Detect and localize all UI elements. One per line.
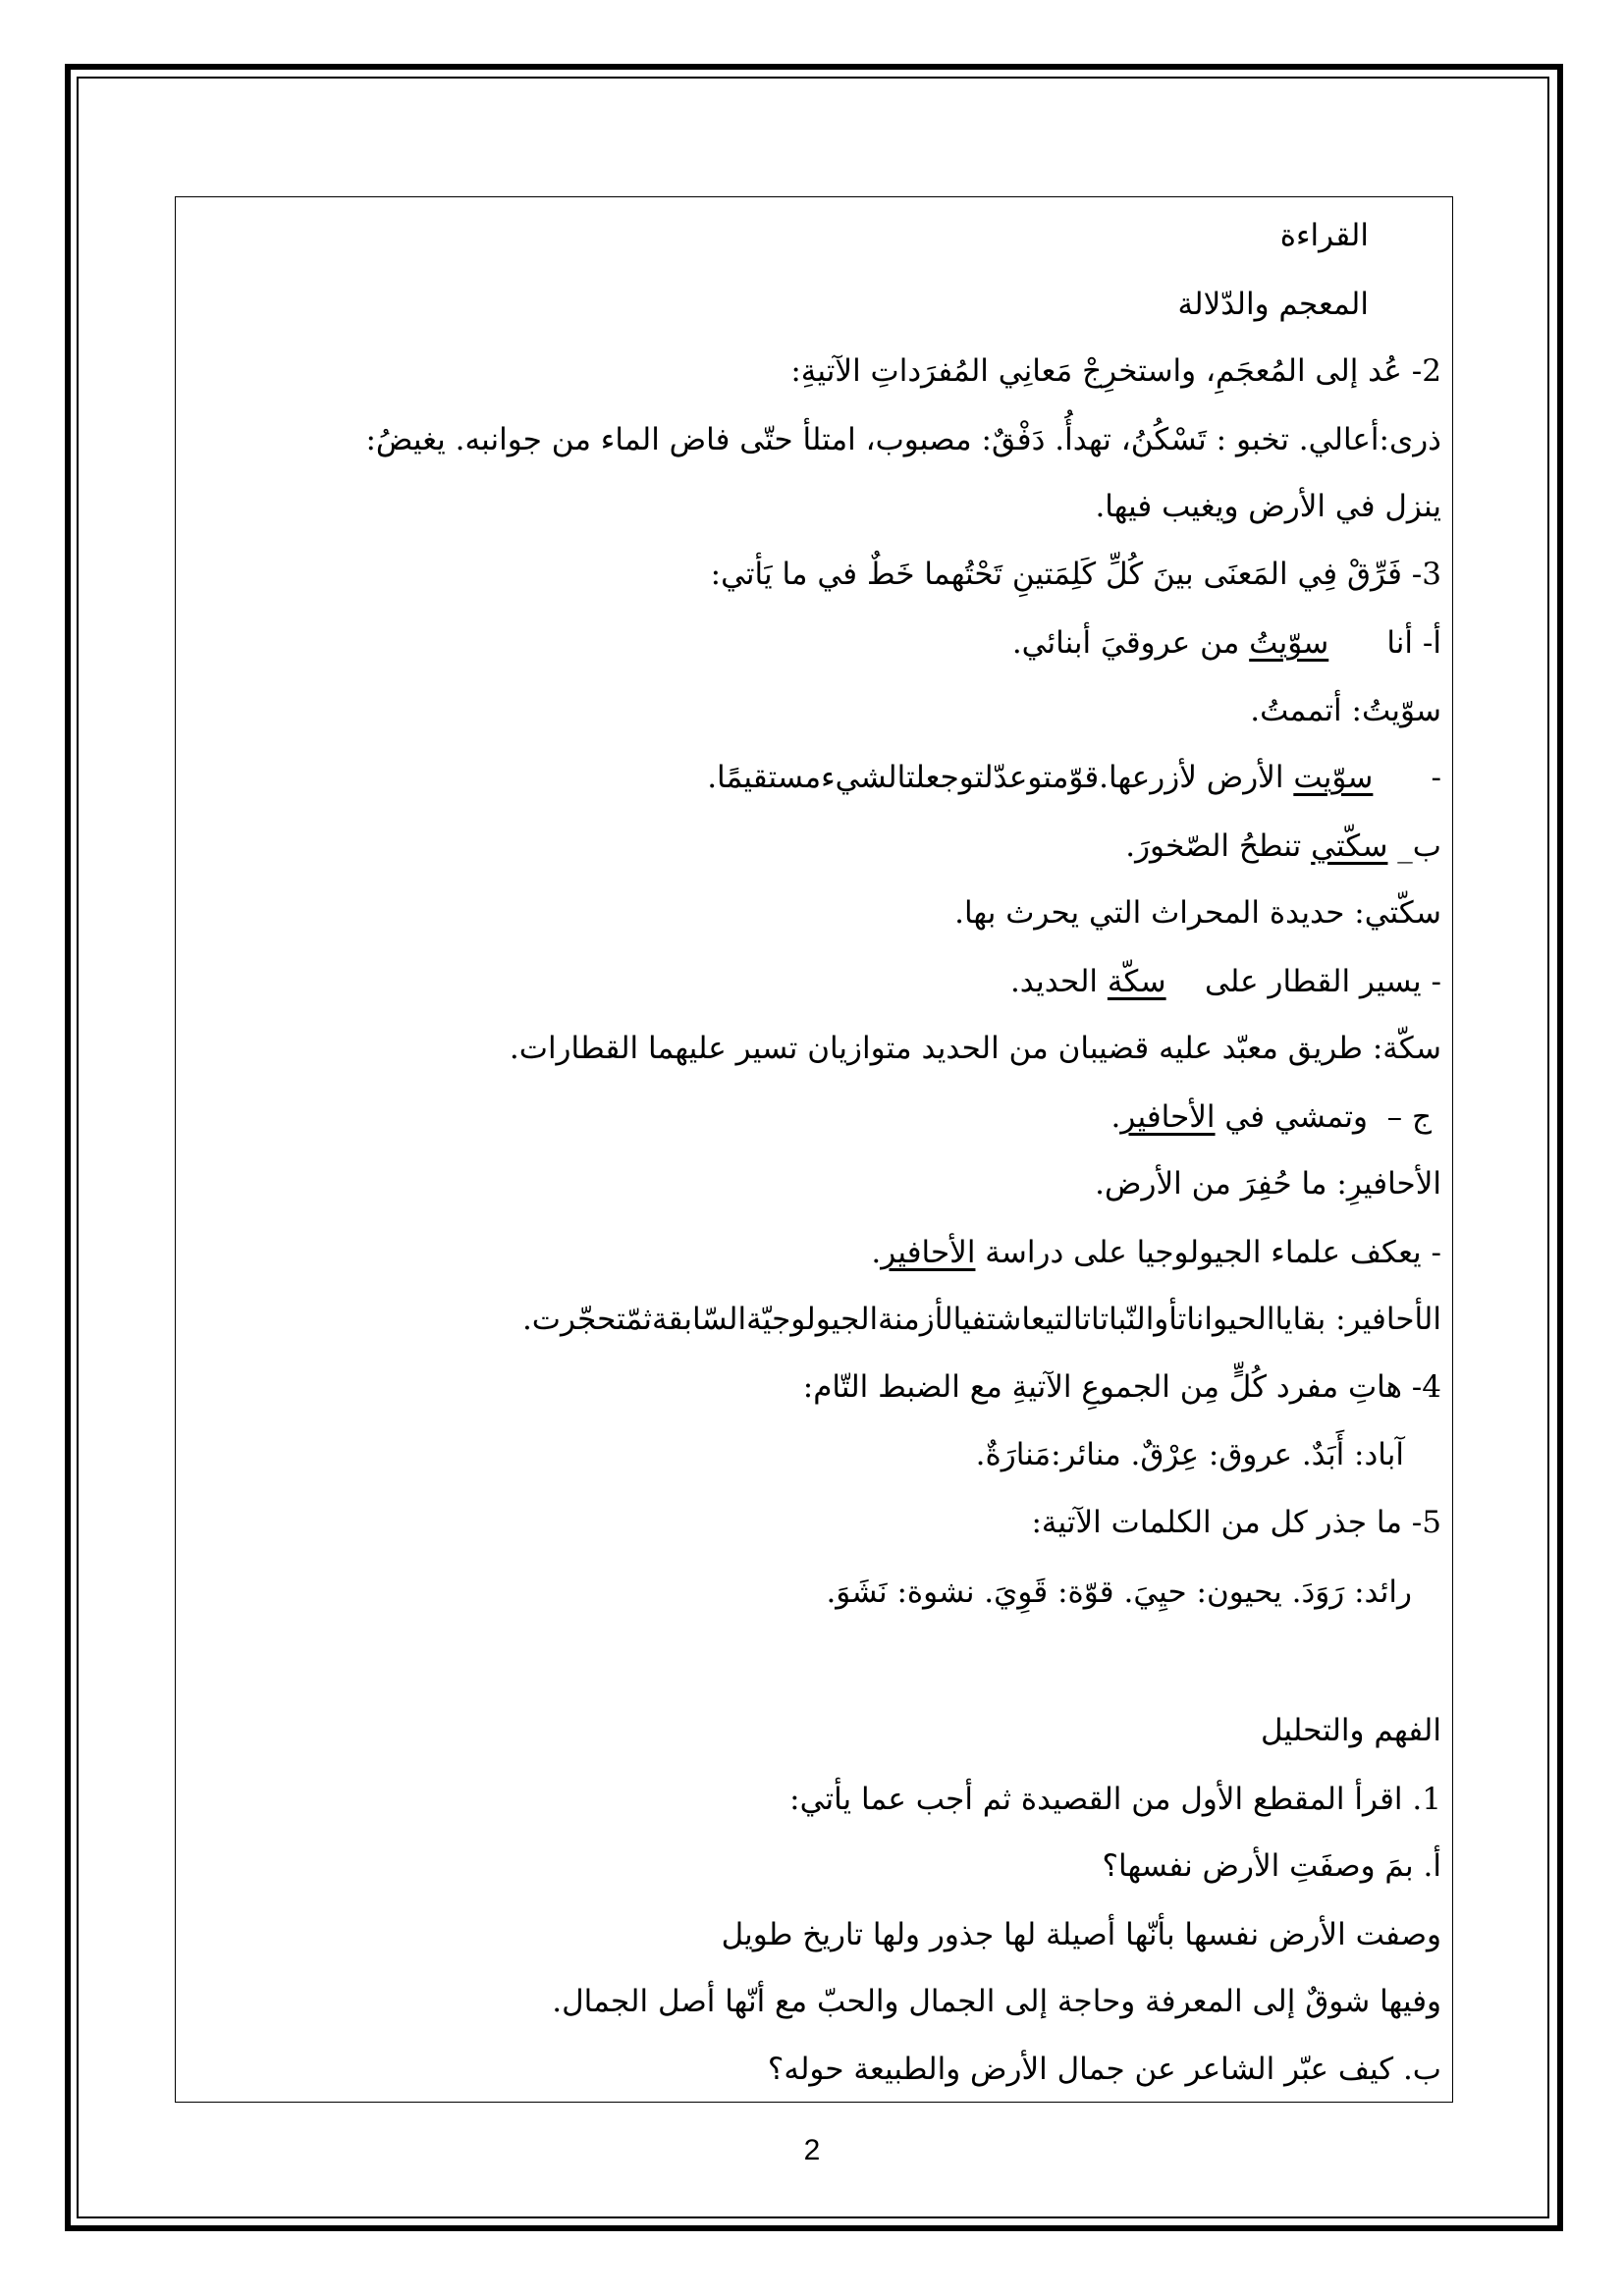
q3-item-a-rest: من عروقيَ أبنائي.	[1011, 625, 1250, 661]
q3-item-b2-rest: الحديد.	[1009, 964, 1108, 999]
q3-item-a2	[707, 758, 1441, 797]
q3-item-b-word: سكّتي	[1311, 828, 1388, 864]
comprehension-q1: 1. اقرأ المقطع الأول من القصيدة ثم أجب عما يأتي:	[789, 1782, 1441, 1817]
q3-item-c-prefix: ج – وتمشي في	[1215, 1099, 1432, 1135]
q3-item-c-rest: .	[1110, 1099, 1121, 1135]
q2-answer-line1: ذرى:أعالي. تخبو : تَسْكُنُ، تهدأُ. دَفْقٌ: مصبوب، امتلأ حتّى فاض الماء من جوانبه. يغيضُ:	[365, 422, 1441, 457]
q5-heading: 5- ما جذر كل من الكلمات الآتية:	[1031, 1505, 1441, 1540]
q3-item-c2-prefix: - يعكف علماء الجيولوجيا على دراسة	[975, 1235, 1441, 1270]
q3-item-a	[1012, 623, 1441, 663]
page-number: 2	[803, 2134, 821, 2166]
q3-item-a-prefix: أ- أنا	[1328, 625, 1441, 661]
q2-heading: 2- عُد إلى المُعجَمِ، واستخرِجْ مَعانِي المُفرَداتِ الآتيةِ:	[790, 353, 1441, 389]
q3-item-b2-prefix: - يسير القطار على	[1165, 964, 1441, 999]
q5-answer: رائد: رَوَدَ. يحيون: حيِيَ. قوّة: قَوِيَ. نشوة: نَشَوَ.	[826, 1575, 1412, 1610]
q3-item-b-prefix: ب_	[1387, 828, 1441, 864]
comprehension-qa: أ. بمَ وصفَتِ الأرض نفسها؟	[1102, 1848, 1441, 1884]
q4-answer: آباد: أَبَدٌ. عروق: عِرْقٌ. منائر:مَنارَةٌ.	[975, 1437, 1404, 1472]
q3-heading: 3- فَرِّقْ فِي المَعنَى بينَ كُلِّ كَلِمَتينِ تَحْتُهما خَطٌ في ما يَأتي:	[710, 557, 1441, 592]
q3-item-c-meaning: الأحافيرِ: ما حُفِرَ من الأرض.	[1095, 1166, 1441, 1201]
q3-item-a-word: سوّيتُ	[1249, 625, 1329, 661]
q3-item-a2-word: سوّيت	[1293, 760, 1374, 795]
q3-item-c-word: الأحافير	[1120, 1099, 1216, 1135]
section-title-reading: القراءة	[1279, 218, 1369, 253]
comprehension-answer-line2: وفيها شوقٌ إلى المعرفة وحاجة إلى الجمال والحبّ مع أنّها أصل الجمال.	[552, 1984, 1441, 2019]
q3-item-b	[1125, 827, 1441, 866]
q3-item-b2	[1010, 962, 1441, 1001]
q3-item-a2-rest: الأرض لأزرعها.قوّمتوعدّلتوجعلتالشيءمستقيمًا.	[707, 760, 1294, 795]
q3-item-c2	[871, 1233, 1441, 1272]
q2-answer-line2: ينزل في الأرض ويغيب فيها.	[1095, 489, 1441, 524]
section-title-lexicon: المعجم والدّلالة	[1177, 287, 1369, 322]
q4-heading: 4- هاتِ مفرد كُلٍّ مِن الجموعِ الآتيةِ مع الضبط التّام:	[802, 1369, 1441, 1405]
q3-item-c	[1111, 1097, 1433, 1137]
comprehension-answer-line1: وصفت الأرض نفسها بأنّها أصيلة لها جذور ولها تاريخ طويل	[721, 1917, 1441, 1952]
q3-item-a-meaning: سوّيتُ: أتممتُ.	[1250, 693, 1441, 728]
q3-item-b2-word: سكّة	[1107, 964, 1166, 999]
q3-item-c2-rest: .	[871, 1235, 882, 1270]
q3-item-c2-word: الأحافير	[881, 1235, 976, 1270]
comprehension-qb: ب. كيف عبّر الشاعر عن جمال الأرض والطبيعة حوله؟	[767, 2052, 1441, 2087]
q3-item-a2-dash: -	[1373, 760, 1441, 795]
q3-item-b-rest: تنطحُ الصّخورَ.	[1125, 828, 1312, 864]
q3-item-c2-meaning: الأحافير: بقاياالحيواناتأوالنّباتاتالتيعاشتفيالأزمنةالجيولوجيّةالسّابقةثمّتحجّرت.	[521, 1302, 1441, 1337]
q3-item-b-meaning: سكّتي: حديدة المحراث التي يحرث بها.	[954, 895, 1441, 931]
comprehension-heading: الفهم والتحليل	[1260, 1713, 1441, 1748]
q3-item-b2-meaning: سكّة: طريق معبّد عليه قضيبان من الحديد متوازيان تسير عليهما القطارات.	[509, 1031, 1441, 1066]
